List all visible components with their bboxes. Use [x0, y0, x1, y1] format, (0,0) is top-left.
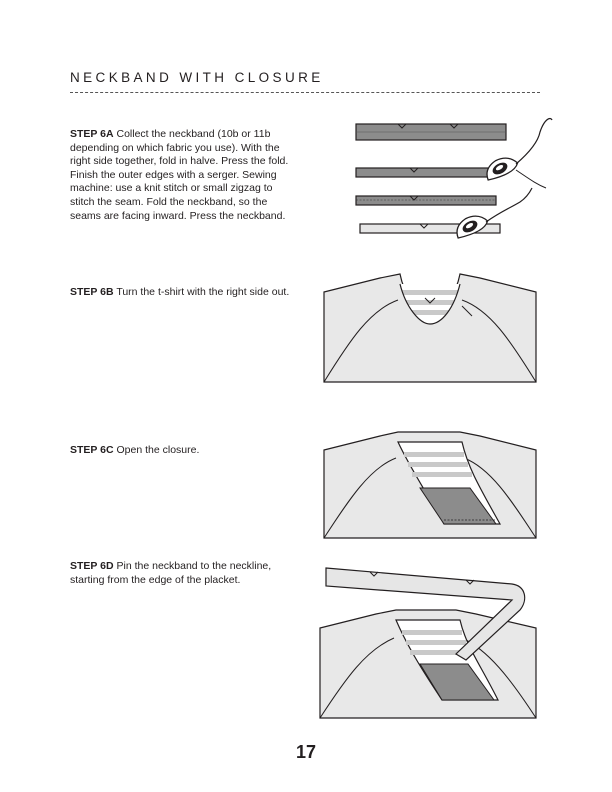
- step-6d-label: STEP 6D: [70, 560, 114, 572]
- step-6c: [70, 444, 290, 458]
- step-6c-label: STEP 6C: [70, 444, 114, 456]
- step-6a-text: Collect the neckband (10b or 11b depending on which fabric you use). With the right side together, fold in halve. Press the fold. Finish the outer edges with a serger. Sewing machine: use a knit stitch or small zigzag to stitch the seam. Fold the neckband, so the seams are facing inward. Press the neckband.: [70, 128, 289, 222]
- step-6b-label: STEP 6B: [70, 286, 114, 298]
- illustration-neckband-strips: [350, 112, 590, 252]
- step-6b: [70, 286, 290, 300]
- step-6c-text: Open the closure.: [116, 444, 200, 456]
- step-6d: [70, 560, 290, 587]
- illustration-closure-open: [320, 428, 540, 540]
- step-6b-text: Turn the t-shirt with the right side out.: [116, 286, 290, 298]
- step-6d-text: Pin the neckband to the neckline, starting from the edge of the placket.: [70, 560, 272, 586]
- neckband-strip-stitched: [356, 196, 496, 205]
- neckband-strip-folded: [356, 168, 496, 177]
- page-title: NECKBAND WITH CLOSURE: [70, 70, 324, 85]
- title-divider: [70, 92, 540, 93]
- page-number: 17: [295, 742, 317, 762]
- step-6a-label: STEP 6A: [70, 128, 114, 140]
- illustration-pin-neckband: [316, 560, 540, 720]
- step-6a: [70, 128, 290, 223]
- illustration-tshirt-right-side: [320, 270, 540, 385]
